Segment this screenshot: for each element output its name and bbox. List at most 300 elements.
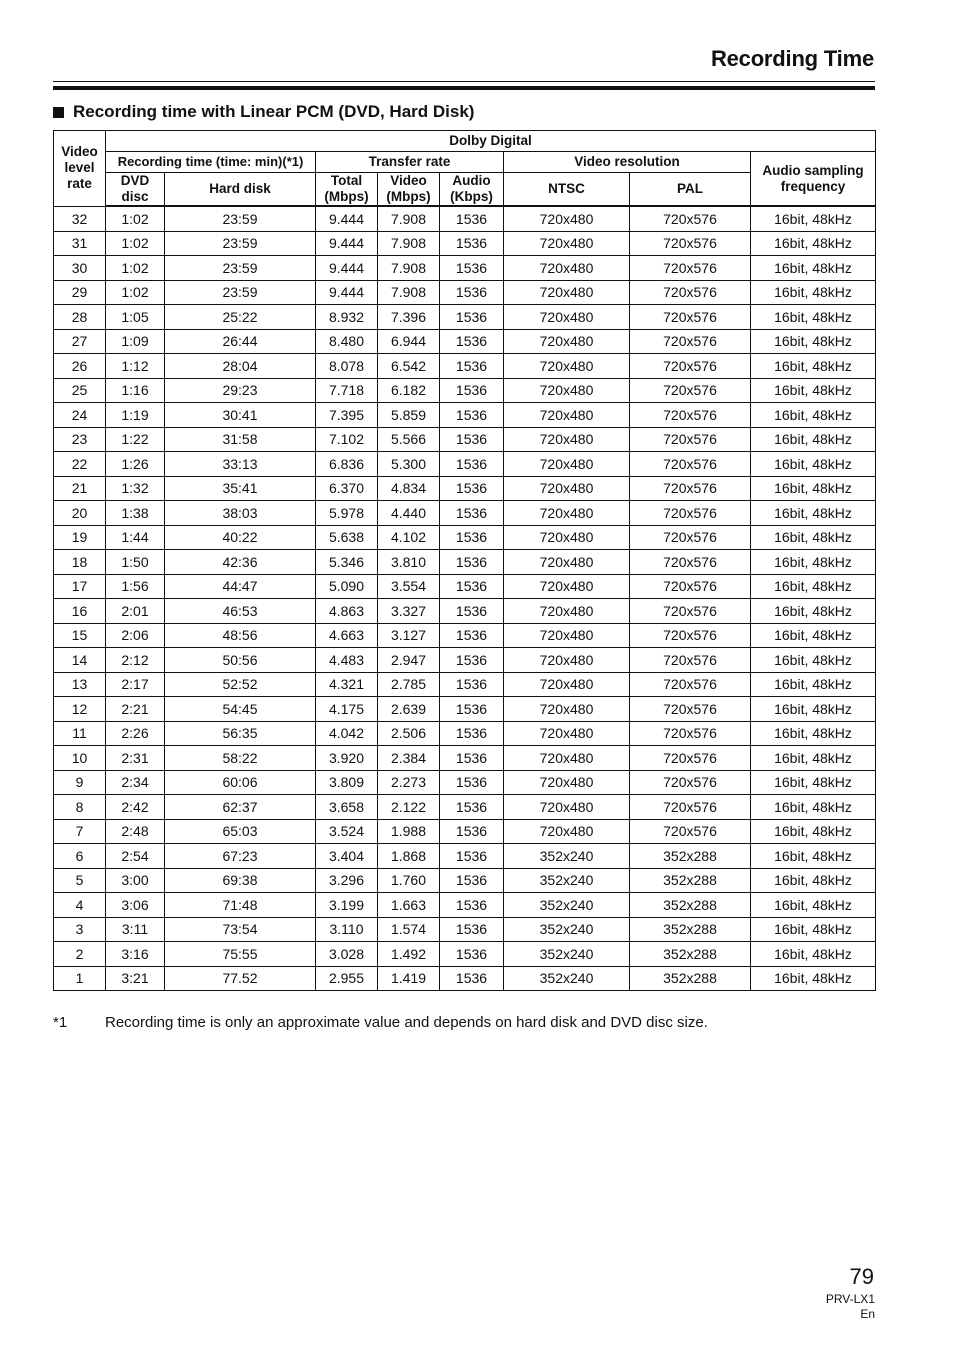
cell-audio-rate: 1536 xyxy=(440,648,504,673)
table-row xyxy=(54,917,876,942)
cell-audio-rate: 1536 xyxy=(440,868,504,893)
cell-pal: 720x576 xyxy=(630,746,751,771)
cell-video-rate: 1.868 xyxy=(378,844,440,869)
cell-pal: 720x576 xyxy=(630,403,751,428)
cell-audio-rate: 1536 xyxy=(440,819,504,844)
cell-audio-sampling: 16bit, 48kHz xyxy=(751,893,876,918)
cell-video-rate: 5.859 xyxy=(378,403,440,428)
cell-total-rate: 4.863 xyxy=(316,599,378,624)
cell-dvd-time: 3:00 xyxy=(106,868,165,893)
cell-audio-sampling: 16bit, 48kHz xyxy=(751,550,876,575)
cell-total-rate: 4.483 xyxy=(316,648,378,673)
cell-video-rate: 1.492 xyxy=(378,942,440,967)
cell-hdd-time: 46:53 xyxy=(165,599,316,624)
header-dolby-digital: Dolby Digital xyxy=(106,131,876,152)
table-row xyxy=(54,697,876,722)
cell-audio-sampling: 16bit, 48kHz xyxy=(751,501,876,526)
cell-video-level: 31 xyxy=(54,231,106,256)
cell-dvd-time: 1:05 xyxy=(106,305,165,330)
cell-audio-rate: 1536 xyxy=(440,403,504,428)
cell-video-level: 10 xyxy=(54,746,106,771)
cell-total-rate: 3.028 xyxy=(316,942,378,967)
cell-hdd-time: 26:44 xyxy=(165,329,316,354)
header-video-level-rate: Video level rate xyxy=(54,131,106,207)
header-video: Video (Mbps) xyxy=(378,173,440,207)
table-row xyxy=(54,746,876,771)
cell-hdd-time: 23:59 xyxy=(165,256,316,281)
cell-dvd-time: 1:12 xyxy=(106,354,165,379)
cell-video-level: 7 xyxy=(54,819,106,844)
table-row xyxy=(54,206,876,231)
cell-hdd-time: 54:45 xyxy=(165,697,316,722)
cell-total-rate: 3.199 xyxy=(316,893,378,918)
cell-dvd-time: 3:21 xyxy=(106,966,165,991)
cell-hdd-time: 33:13 xyxy=(165,452,316,477)
cell-hdd-time: 31:58 xyxy=(165,427,316,452)
cell-total-rate: 9.444 xyxy=(316,280,378,305)
table-row xyxy=(54,501,876,526)
cell-pal: 352x288 xyxy=(630,868,751,893)
cell-total-rate: 3.296 xyxy=(316,868,378,893)
table-row xyxy=(54,942,876,967)
table-row xyxy=(54,525,876,550)
cell-video-rate: 5.566 xyxy=(378,427,440,452)
cell-pal: 720x576 xyxy=(630,819,751,844)
cell-pal: 720x576 xyxy=(630,329,751,354)
cell-audio-rate: 1536 xyxy=(440,452,504,477)
table-row xyxy=(54,623,876,648)
cell-audio-rate: 1536 xyxy=(440,280,504,305)
cell-audio-sampling: 16bit, 48kHz xyxy=(751,697,876,722)
cell-audio-rate: 1536 xyxy=(440,501,504,526)
cell-dvd-time: 1:50 xyxy=(106,550,165,575)
cell-total-rate: 6.836 xyxy=(316,452,378,477)
cell-audio-sampling: 16bit, 48kHz xyxy=(751,403,876,428)
header-audio-sampling: Audio sampling frequency xyxy=(751,152,876,207)
cell-ntsc: 720x480 xyxy=(504,476,630,501)
cell-audio-rate: 1536 xyxy=(440,746,504,771)
cell-video-rate: 6.542 xyxy=(378,354,440,379)
cell-video-rate: 2.639 xyxy=(378,697,440,722)
cell-pal: 720x576 xyxy=(630,623,751,648)
cell-video-rate: 3.327 xyxy=(378,599,440,624)
table-row xyxy=(54,574,876,599)
cell-video-rate: 3.810 xyxy=(378,550,440,575)
cell-video-rate: 2.947 xyxy=(378,648,440,673)
cell-dvd-time: 2:34 xyxy=(106,770,165,795)
cell-ntsc: 720x480 xyxy=(504,672,630,697)
cell-ntsc: 720x480 xyxy=(504,427,630,452)
cell-dvd-time: 3:11 xyxy=(106,917,165,942)
cell-audio-sampling: 16bit, 48kHz xyxy=(751,599,876,624)
cell-ntsc: 720x480 xyxy=(504,501,630,526)
section-heading xyxy=(53,102,474,122)
cell-total-rate: 3.920 xyxy=(316,746,378,771)
cell-total-rate: 4.175 xyxy=(316,697,378,722)
table-row xyxy=(54,329,876,354)
cell-dvd-time: 1:02 xyxy=(106,280,165,305)
cell-dvd-time: 1:44 xyxy=(106,525,165,550)
cell-video-level: 22 xyxy=(54,452,106,477)
header-transfer-rate: Transfer rate xyxy=(316,152,504,173)
cell-pal: 720x576 xyxy=(630,525,751,550)
cell-video-rate: 7.908 xyxy=(378,280,440,305)
cell-video-level: 20 xyxy=(54,501,106,526)
cell-pal: 352x288 xyxy=(630,917,751,942)
cell-audio-rate: 1536 xyxy=(440,427,504,452)
cell-ntsc: 720x480 xyxy=(504,648,630,673)
cell-dvd-time: 2:26 xyxy=(106,721,165,746)
footnote xyxy=(53,1014,708,1031)
cell-hdd-time: 40:22 xyxy=(165,525,316,550)
cell-dvd-time: 1:22 xyxy=(106,427,165,452)
cell-audio-rate: 1536 xyxy=(440,231,504,256)
cell-pal: 720x576 xyxy=(630,648,751,673)
cell-dvd-time: 1:56 xyxy=(106,574,165,599)
cell-ntsc: 352x240 xyxy=(504,893,630,918)
table-row xyxy=(54,770,876,795)
cell-hdd-time: 23:59 xyxy=(165,280,316,305)
cell-video-level: 13 xyxy=(54,672,106,697)
table-row xyxy=(54,452,876,477)
cell-ntsc: 352x240 xyxy=(504,868,630,893)
cell-hdd-time: 30:41 xyxy=(165,403,316,428)
cell-hdd-time: 28:04 xyxy=(165,354,316,379)
cell-video-level: 26 xyxy=(54,354,106,379)
table-row xyxy=(54,427,876,452)
cell-total-rate: 3.110 xyxy=(316,917,378,942)
cell-total-rate: 3.658 xyxy=(316,795,378,820)
cell-dvd-time: 1:32 xyxy=(106,476,165,501)
cell-audio-sampling: 16bit, 48kHz xyxy=(751,795,876,820)
cell-hdd-time: 50:56 xyxy=(165,648,316,673)
cell-audio-sampling: 16bit, 48kHz xyxy=(751,476,876,501)
cell-ntsc: 720x480 xyxy=(504,770,630,795)
cell-video-rate: 1.574 xyxy=(378,917,440,942)
cell-ntsc: 720x480 xyxy=(504,721,630,746)
cell-video-rate: 7.908 xyxy=(378,206,440,231)
model-code: PRV-LX1 xyxy=(825,1292,875,1306)
page-number: 79 xyxy=(849,1264,874,1289)
cell-dvd-time: 1:38 xyxy=(106,501,165,526)
cell-dvd-time: 2:12 xyxy=(106,648,165,673)
cell-video-level: 9 xyxy=(54,770,106,795)
cell-audio-rate: 1536 xyxy=(440,525,504,550)
table-row xyxy=(54,378,876,403)
cell-total-rate: 7.395 xyxy=(316,403,378,428)
cell-pal: 720x576 xyxy=(630,795,751,820)
cell-dvd-time: 2:01 xyxy=(106,599,165,624)
cell-dvd-time: 2:54 xyxy=(106,844,165,869)
cell-ntsc: 720x480 xyxy=(504,819,630,844)
cell-audio-rate: 1536 xyxy=(440,354,504,379)
header-video-resolution: Video resolution xyxy=(504,152,751,173)
table-row xyxy=(54,305,876,330)
table-row xyxy=(54,403,876,428)
cell-pal: 720x576 xyxy=(630,599,751,624)
cell-ntsc: 720x480 xyxy=(504,550,630,575)
cell-audio-sampling: 16bit, 48kHz xyxy=(751,721,876,746)
cell-total-rate: 7.718 xyxy=(316,378,378,403)
cell-pal: 720x576 xyxy=(630,354,751,379)
cell-pal: 720x576 xyxy=(630,305,751,330)
cell-hdd-time: 48:56 xyxy=(165,623,316,648)
cell-ntsc: 720x480 xyxy=(504,599,630,624)
cell-ntsc: 720x480 xyxy=(504,525,630,550)
cell-hdd-time: 69:38 xyxy=(165,868,316,893)
table-row xyxy=(54,231,876,256)
cell-pal: 720x576 xyxy=(630,697,751,722)
cell-audio-sampling: 16bit, 48kHz xyxy=(751,305,876,330)
table-row xyxy=(54,672,876,697)
cell-dvd-time: 2:31 xyxy=(106,746,165,771)
cell-video-rate: 1.760 xyxy=(378,868,440,893)
cell-hdd-time: 62:37 xyxy=(165,795,316,820)
table-row xyxy=(54,844,876,869)
cell-video-rate: 7.908 xyxy=(378,256,440,281)
cell-hdd-time: 75:55 xyxy=(165,942,316,967)
cell-audio-sampling: 16bit, 48kHz xyxy=(751,942,876,967)
cell-audio-rate: 1536 xyxy=(440,966,504,991)
table-row xyxy=(54,893,876,918)
cell-video-level: 18 xyxy=(54,550,106,575)
cell-video-rate: 1.419 xyxy=(378,966,440,991)
cell-pal: 720x576 xyxy=(630,476,751,501)
cell-pal: 720x576 xyxy=(630,550,751,575)
footnote-text: Recording time is only an approximate value and depends on hard disk and DVD disc size. xyxy=(105,1014,708,1031)
cell-audio-sampling: 16bit, 48kHz xyxy=(751,354,876,379)
cell-audio-rate: 1536 xyxy=(440,697,504,722)
cell-pal: 720x576 xyxy=(630,378,751,403)
cell-video-rate: 1.663 xyxy=(378,893,440,918)
cell-audio-sampling: 16bit, 48kHz xyxy=(751,280,876,305)
table-row xyxy=(54,966,876,991)
cell-pal: 720x576 xyxy=(630,206,751,231)
cell-total-rate: 5.638 xyxy=(316,525,378,550)
cell-pal: 720x576 xyxy=(630,256,751,281)
cell-ntsc: 720x480 xyxy=(504,746,630,771)
header-hard-disk: Hard disk xyxy=(165,173,316,207)
cell-ntsc: 720x480 xyxy=(504,697,630,722)
cell-audio-sampling: 16bit, 48kHz xyxy=(751,329,876,354)
cell-total-rate: 4.042 xyxy=(316,721,378,746)
cell-hdd-time: 60:06 xyxy=(165,770,316,795)
cell-pal: 352x288 xyxy=(630,942,751,967)
cell-dvd-time: 2:17 xyxy=(106,672,165,697)
cell-audio-sampling: 16bit, 48kHz xyxy=(751,206,876,231)
cell-hdd-time: 52:52 xyxy=(165,672,316,697)
page-title: Recording Time xyxy=(710,46,874,71)
cell-audio-sampling: 16bit, 48kHz xyxy=(751,844,876,869)
cell-audio-sampling: 16bit, 48kHz xyxy=(751,917,876,942)
cell-pal: 720x576 xyxy=(630,672,751,697)
cell-audio-rate: 1536 xyxy=(440,623,504,648)
cell-audio-sampling: 16bit, 48kHz xyxy=(751,966,876,991)
section-heading-text: Recording time with Linear PCM (DVD, Hard Disk) xyxy=(73,102,475,121)
cell-ntsc: 352x240 xyxy=(504,844,630,869)
table-row xyxy=(54,476,876,501)
cell-audio-sampling: 16bit, 48kHz xyxy=(751,746,876,771)
cell-audio-rate: 1536 xyxy=(440,305,504,330)
cell-ntsc: 720x480 xyxy=(504,403,630,428)
cell-total-rate: 3.524 xyxy=(316,819,378,844)
recording-time-table xyxy=(53,130,876,991)
cell-total-rate: 5.090 xyxy=(316,574,378,599)
cell-ntsc: 720x480 xyxy=(504,280,630,305)
cell-dvd-time: 2:21 xyxy=(106,697,165,722)
cell-dvd-time: 3:16 xyxy=(106,942,165,967)
cell-total-rate: 9.444 xyxy=(316,256,378,281)
cell-hdd-time: 77.52 xyxy=(165,966,316,991)
table-row xyxy=(54,868,876,893)
cell-video-rate: 2.506 xyxy=(378,721,440,746)
cell-pal: 720x576 xyxy=(630,574,751,599)
cell-ntsc: 720x480 xyxy=(504,452,630,477)
table-row xyxy=(54,256,876,281)
table-row xyxy=(54,280,876,305)
cell-dvd-time: 2:42 xyxy=(106,795,165,820)
cell-ntsc: 720x480 xyxy=(504,305,630,330)
cell-audio-rate: 1536 xyxy=(440,844,504,869)
cell-video-level: 5 xyxy=(54,868,106,893)
cell-total-rate: 8.932 xyxy=(316,305,378,330)
cell-video-rate: 6.182 xyxy=(378,378,440,403)
cell-audio-sampling: 16bit, 48kHz xyxy=(751,427,876,452)
header-pal: PAL xyxy=(630,173,751,207)
cell-audio-sampling: 16bit, 48kHz xyxy=(751,231,876,256)
cell-video-level: 28 xyxy=(54,305,106,330)
cell-audio-sampling: 16bit, 48kHz xyxy=(751,648,876,673)
header-total: Total (Mbps) xyxy=(316,173,378,207)
cell-video-level: 12 xyxy=(54,697,106,722)
cell-video-level: 11 xyxy=(54,721,106,746)
cell-hdd-time: 44:47 xyxy=(165,574,316,599)
header-ntsc: NTSC xyxy=(504,173,630,207)
cell-total-rate: 5.978 xyxy=(316,501,378,526)
cell-ntsc: 720x480 xyxy=(504,623,630,648)
cell-video-rate: 2.384 xyxy=(378,746,440,771)
cell-pal: 720x576 xyxy=(630,721,751,746)
cell-total-rate: 7.102 xyxy=(316,427,378,452)
cell-pal: 720x576 xyxy=(630,280,751,305)
cell-total-rate: 2.955 xyxy=(316,966,378,991)
cell-audio-sampling: 16bit, 48kHz xyxy=(751,256,876,281)
cell-video-level: 15 xyxy=(54,623,106,648)
cell-audio-rate: 1536 xyxy=(440,206,504,231)
language-code: En xyxy=(860,1307,875,1321)
cell-audio-rate: 1536 xyxy=(440,574,504,599)
header-recording-time: Recording time (time: min)(*1) xyxy=(106,152,316,173)
cell-video-level: 14 xyxy=(54,648,106,673)
cell-video-level: 23 xyxy=(54,427,106,452)
cell-audio-rate: 1536 xyxy=(440,256,504,281)
cell-dvd-time: 2:06 xyxy=(106,623,165,648)
cell-total-rate: 5.346 xyxy=(316,550,378,575)
cell-hdd-time: 35:41 xyxy=(165,476,316,501)
cell-total-rate: 4.321 xyxy=(316,672,378,697)
cell-ntsc: 352x240 xyxy=(504,917,630,942)
cell-video-rate: 4.440 xyxy=(378,501,440,526)
cell-audio-sampling: 16bit, 48kHz xyxy=(751,868,876,893)
cell-hdd-time: 23:59 xyxy=(165,206,316,231)
cell-video-rate: 2.785 xyxy=(378,672,440,697)
cell-ntsc: 720x480 xyxy=(504,329,630,354)
cell-audio-rate: 1536 xyxy=(440,672,504,697)
cell-audio-sampling: 16bit, 48kHz xyxy=(751,574,876,599)
cell-audio-rate: 1536 xyxy=(440,378,504,403)
table-row xyxy=(54,795,876,820)
cell-video-level: 1 xyxy=(54,966,106,991)
cell-video-level: 27 xyxy=(54,329,106,354)
header-dvd-disc: DVD disc xyxy=(106,173,165,207)
cell-video-rate: 4.834 xyxy=(378,476,440,501)
cell-ntsc: 720x480 xyxy=(504,378,630,403)
cell-dvd-time: 1:16 xyxy=(106,378,165,403)
table-row xyxy=(54,721,876,746)
cell-video-rate: 2.122 xyxy=(378,795,440,820)
cell-audio-rate: 1536 xyxy=(440,795,504,820)
cell-total-rate: 9.444 xyxy=(316,206,378,231)
cell-dvd-time: 1:19 xyxy=(106,403,165,428)
title-rule-thick xyxy=(53,86,875,90)
cell-audio-rate: 1536 xyxy=(440,942,504,967)
cell-audio-sampling: 16bit, 48kHz xyxy=(751,623,876,648)
cell-ntsc: 720x480 xyxy=(504,206,630,231)
cell-video-rate: 6.944 xyxy=(378,329,440,354)
cell-hdd-time: 58:22 xyxy=(165,746,316,771)
table-row xyxy=(54,550,876,575)
cell-hdd-time: 42:36 xyxy=(165,550,316,575)
cell-total-rate: 4.663 xyxy=(316,623,378,648)
title-rule-thin xyxy=(53,81,875,82)
cell-dvd-time: 1:02 xyxy=(106,231,165,256)
cell-audio-sampling: 16bit, 48kHz xyxy=(751,525,876,550)
cell-pal: 720x576 xyxy=(630,452,751,477)
cell-dvd-time: 1:02 xyxy=(106,256,165,281)
cell-hdd-time: 25:22 xyxy=(165,305,316,330)
cell-video-level: 8 xyxy=(54,795,106,820)
cell-video-level: 32 xyxy=(54,206,106,231)
header-audio: Audio (Kbps) xyxy=(440,173,504,207)
cell-video-level: 19 xyxy=(54,525,106,550)
cell-audio-sampling: 16bit, 48kHz xyxy=(751,452,876,477)
cell-ntsc: 720x480 xyxy=(504,354,630,379)
cell-audio-sampling: 16bit, 48kHz xyxy=(751,770,876,795)
table-row xyxy=(54,599,876,624)
cell-hdd-time: 65:03 xyxy=(165,819,316,844)
cell-pal: 352x288 xyxy=(630,966,751,991)
cell-video-level: 6 xyxy=(54,844,106,869)
cell-total-rate: 8.480 xyxy=(316,329,378,354)
cell-audio-rate: 1536 xyxy=(440,599,504,624)
cell-hdd-time: 38:03 xyxy=(165,501,316,526)
cell-dvd-time: 3:06 xyxy=(106,893,165,918)
cell-pal: 720x576 xyxy=(630,501,751,526)
footnote-mark: *1 xyxy=(53,1014,68,1031)
cell-video-level: 16 xyxy=(54,599,106,624)
cell-audio-rate: 1536 xyxy=(440,770,504,795)
cell-audio-rate: 1536 xyxy=(440,550,504,575)
cell-video-level: 3 xyxy=(54,917,106,942)
cell-video-rate: 7.908 xyxy=(378,231,440,256)
table-row xyxy=(54,648,876,673)
cell-audio-rate: 1536 xyxy=(440,329,504,354)
cell-audio-sampling: 16bit, 48kHz xyxy=(751,819,876,844)
cell-ntsc: 720x480 xyxy=(504,574,630,599)
cell-hdd-time: 71:48 xyxy=(165,893,316,918)
cell-pal: 720x576 xyxy=(630,231,751,256)
square-bullet-icon xyxy=(53,107,64,118)
